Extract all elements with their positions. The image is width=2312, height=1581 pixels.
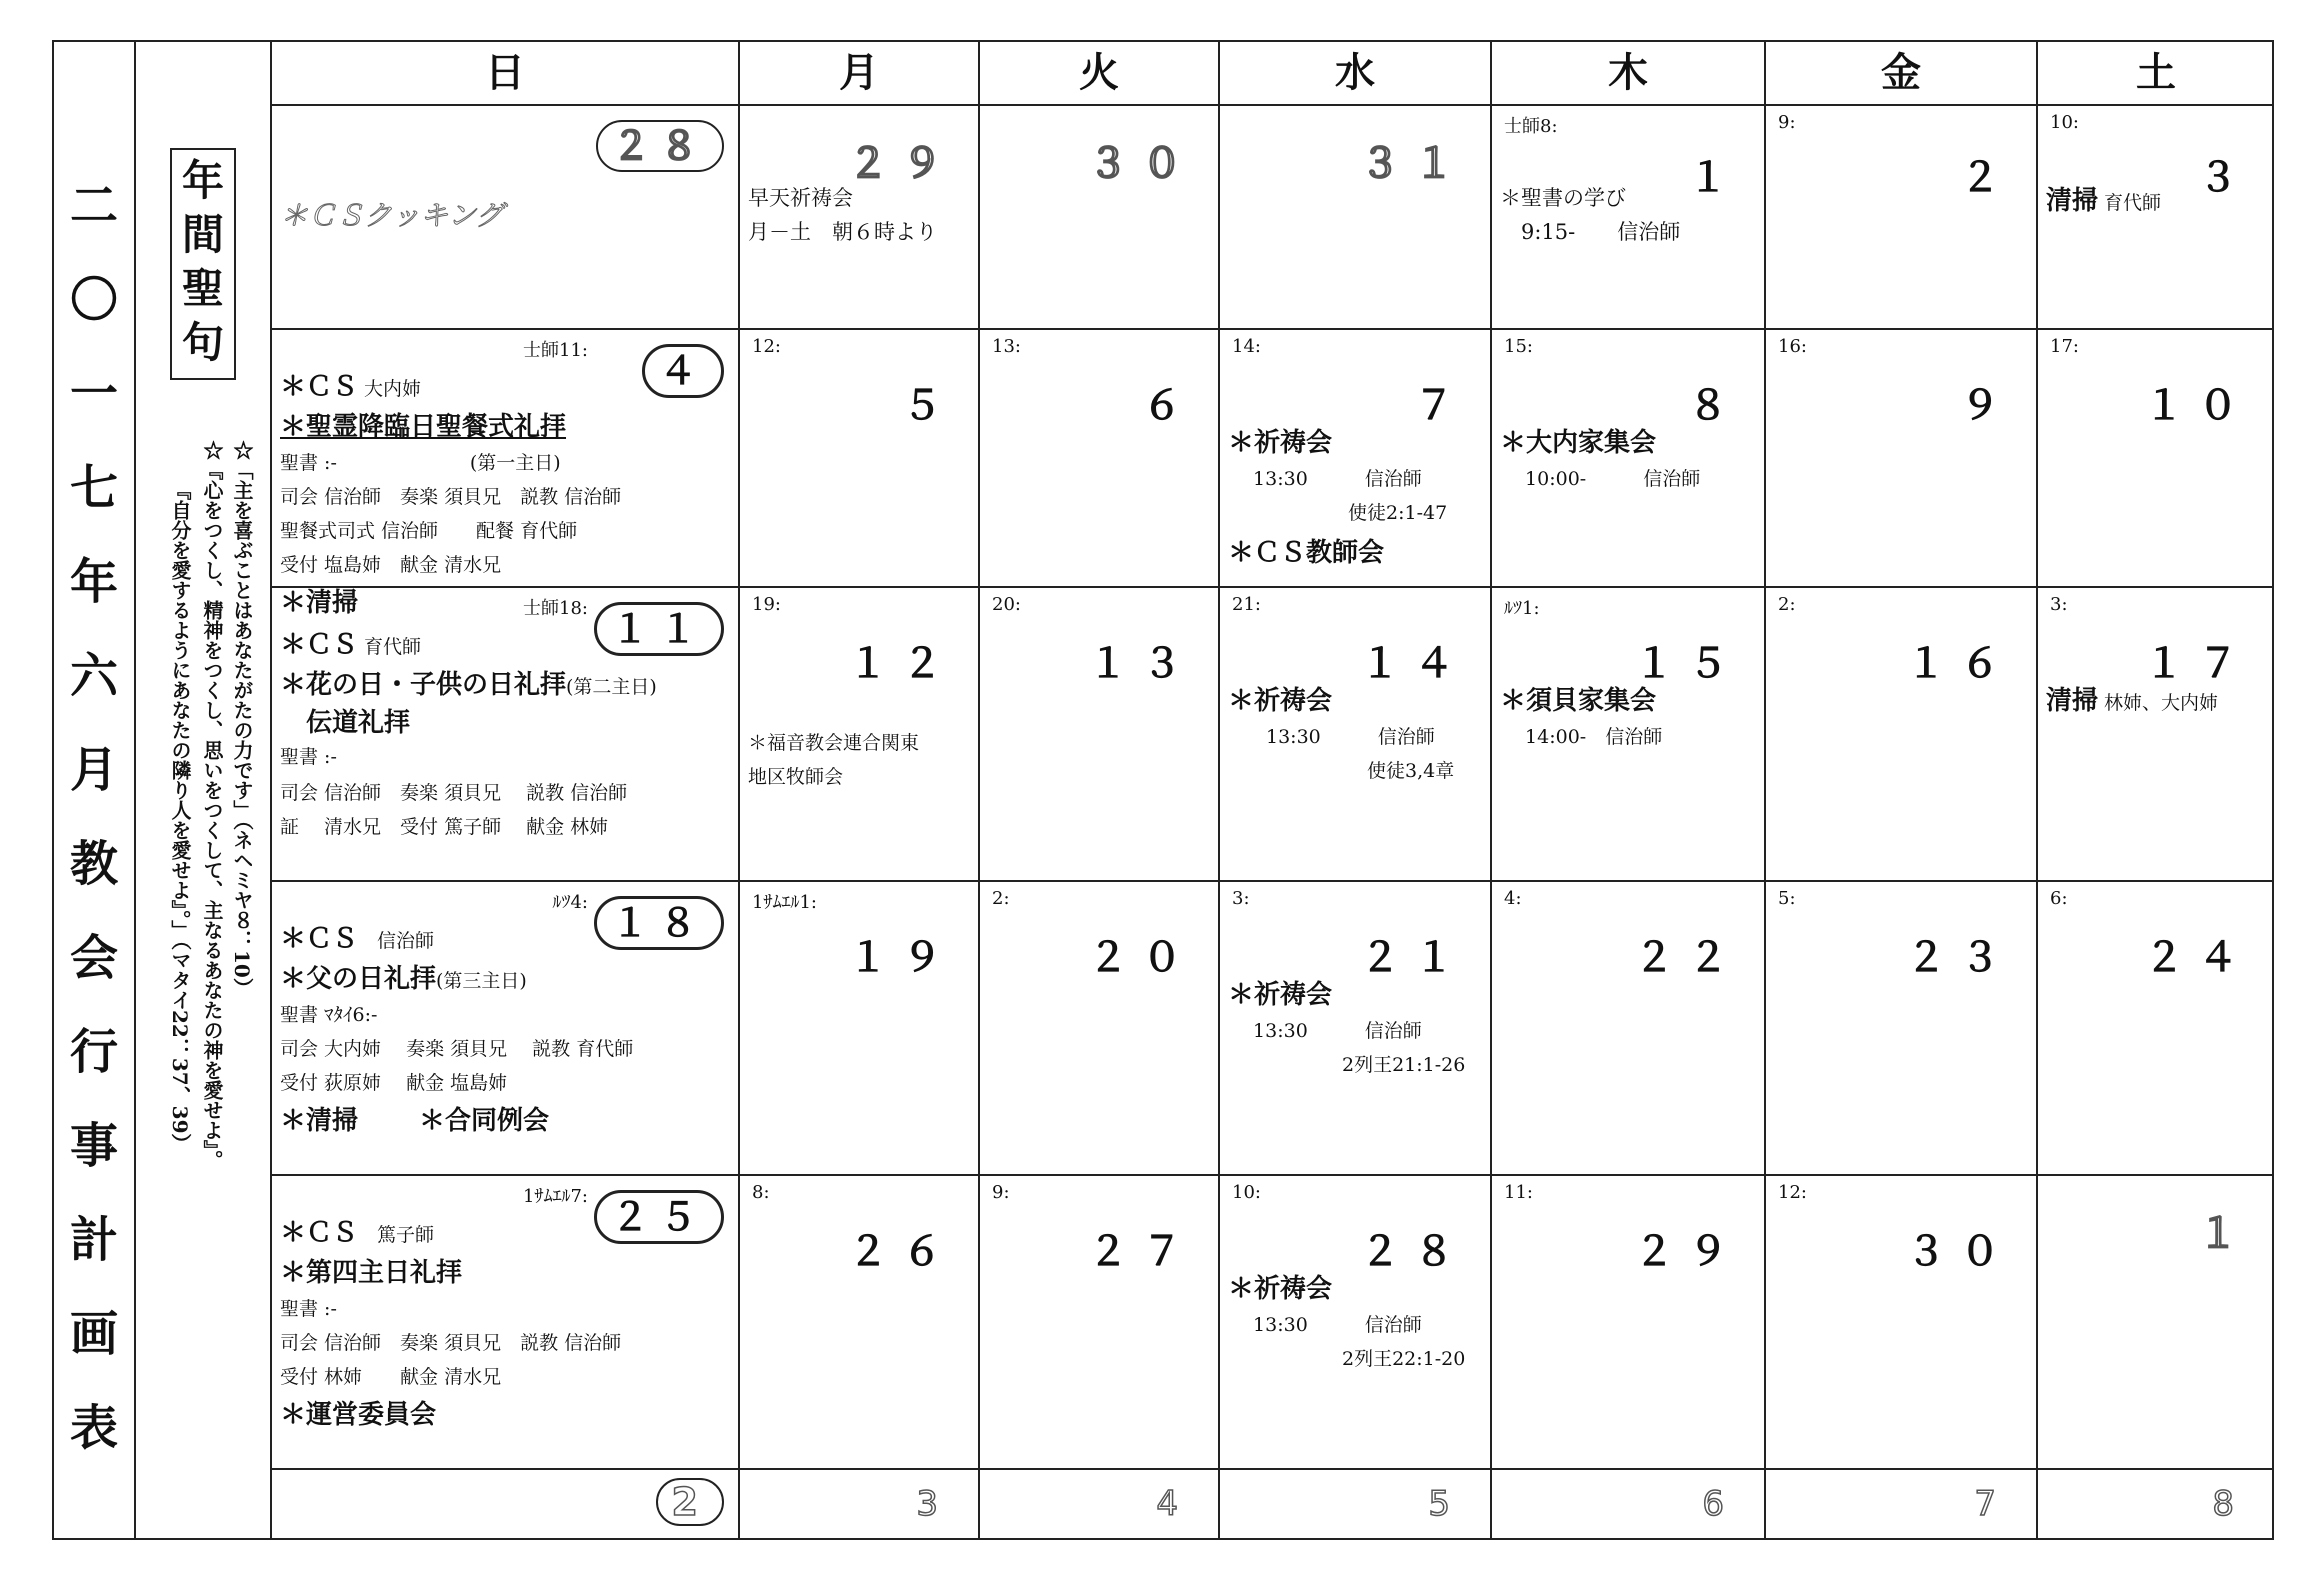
scripture-ref: 12:	[752, 336, 781, 357]
day-number: １２	[848, 641, 956, 687]
day-number: ３０	[1906, 1229, 2014, 1275]
event-line: 9:15- 信治師	[1500, 220, 1681, 244]
day-cell	[738, 882, 978, 1176]
day-number: ３０	[1088, 141, 1196, 187]
scripture-ref: 2:	[992, 888, 1010, 909]
weekday-header: 月	[738, 40, 978, 106]
event-line: ＊第四主日礼拝	[280, 1258, 463, 1288]
day-cell	[1218, 1176, 1490, 1470]
day-number: ２３	[1906, 935, 2014, 981]
event-line: 聖餐式司式 信治師 配餐 育代師	[280, 520, 578, 542]
scripture-ref: 13:	[992, 336, 1021, 357]
event-line: 使徒2:1-47	[1228, 502, 1448, 524]
day-number: ２８	[1360, 1229, 1468, 1275]
day-cell	[1764, 106, 2036, 330]
event-line: 聖書 ﾏﾀｲ6:-	[280, 1004, 378, 1026]
day-number: ８	[1688, 383, 1742, 429]
title-char: 六	[69, 648, 118, 704]
event-line: ＊聖書の学び	[1500, 186, 1626, 210]
event-line: ＊清掃	[280, 588, 359, 618]
event-line: ＊花の日・子供の日礼拝(第二主日)	[280, 670, 657, 700]
event-line: 13:30 信治師	[1228, 726, 1435, 748]
event-line: 2列王21:1-26	[1228, 1054, 1466, 1076]
day-cell	[978, 106, 1218, 330]
event-line: 聖書 :-	[280, 1298, 337, 1320]
day-cell	[1764, 588, 2036, 882]
day-number: １４	[1360, 641, 1468, 687]
day-number: ４	[642, 344, 724, 398]
day-cell	[1218, 588, 1490, 882]
day-number: １０	[2144, 383, 2252, 429]
event-line: 司会 信治師 奏楽 須貝兄 説教 信治師	[280, 486, 622, 508]
scripture-ref: 士師11:	[523, 340, 588, 361]
day-number: ２０	[1088, 935, 1196, 981]
event-line: 伝道礼拝	[280, 708, 411, 738]
weekday-header: 木	[1490, 40, 1764, 106]
day-number: ２９	[848, 141, 956, 187]
scripture-ref: 15:	[1504, 336, 1533, 357]
day-number: １７	[2144, 641, 2252, 687]
verse-line-2: ☆『心をつくし、精神をつくし、思いをつくして、主なるあなたの神を愛せよ』。	[200, 440, 224, 1170]
scripture-ref: 12:	[1778, 1182, 1807, 1203]
next-month-cell	[738, 1470, 978, 1540]
event-line: 清掃 林姉、大内姉	[2046, 686, 2219, 716]
event-line: 証 清水兄 受付 篤子師 献金 林姉	[280, 816, 609, 838]
day-number: 7	[1974, 1484, 1996, 1524]
title-char: 月	[69, 742, 118, 798]
day-number: １	[1688, 155, 1742, 201]
title-char: 二	[69, 178, 118, 234]
event-line: ＊ＣＳ教師会	[1228, 538, 1385, 568]
scripture-ref: 1ｻﾑｴﾙ7:	[523, 1186, 588, 1207]
day-cell	[1218, 106, 1490, 330]
scripture-ref: ﾙﾂ1:	[1504, 598, 1540, 619]
day-number: １５	[1634, 641, 1742, 687]
event-line: 13:30 信治師	[1228, 1314, 1422, 1336]
scripture-ref: 1ｻﾑｴﾙ1:	[752, 892, 817, 913]
day-number: ７	[1414, 383, 1468, 429]
day-cell	[1490, 1176, 1764, 1470]
weekday-header: 金	[1764, 40, 2036, 106]
day-number: 5	[1428, 1484, 1450, 1524]
event-line: 月－土 朝６時より	[748, 220, 937, 244]
event-line: 13:30 信治師	[1228, 468, 1422, 490]
event-line: 受付 塩島姉 献金 清水兄	[280, 554, 502, 576]
day-number: ２８	[596, 120, 724, 172]
event-line: 聖書 :- (第一主日)	[280, 452, 561, 474]
title-char: 七	[69, 460, 118, 516]
day-cell	[2036, 588, 2274, 882]
verse-heading-char: 句	[181, 318, 224, 367]
scripture-ref: 10:	[1232, 1182, 1261, 1203]
day-cell	[1764, 330, 2036, 588]
next-month-cell	[2036, 1470, 2274, 1540]
next-month-cell	[1764, 1470, 2036, 1540]
day-number: ２４	[2144, 935, 2252, 981]
event-line: 地区牧師会	[748, 766, 844, 788]
annual-verse-heading	[170, 148, 236, 380]
day-cell	[2036, 882, 2274, 1176]
day-cell	[272, 882, 738, 1176]
event-line: 13:30 信治師	[1228, 1020, 1422, 1042]
calendar-grid	[272, 40, 2274, 1540]
title-char: 年	[69, 554, 118, 610]
day-cell	[978, 330, 1218, 588]
day-number: ５	[902, 383, 956, 429]
scripture-ref: 士師18:	[523, 598, 588, 619]
day-cell	[738, 106, 978, 330]
event-line: 受付 荻原姉 献金 塩島姉	[280, 1072, 508, 1094]
event-line: ＊福音教会連合関東	[748, 732, 920, 754]
day-number: 6	[1702, 1484, 1724, 1524]
scripture-ref: 16:	[1778, 336, 1807, 357]
day-cell	[1764, 1176, 2036, 1470]
day-number: 2	[656, 1478, 724, 1526]
day-cell	[738, 588, 978, 882]
event-line: 聖書 :-	[280, 746, 337, 768]
verse-line-3: 『自分を愛するようにあなたの隣り人を愛せよ』。」（マタイ22：37、39）	[168, 480, 192, 1154]
event-line: ＊ＣＳ 信治師	[280, 924, 435, 954]
day-cell	[978, 1176, 1218, 1470]
verse-heading-char: 聖	[181, 264, 224, 313]
scripture-ref: 9:	[1778, 112, 1796, 133]
day-number: ２１	[1360, 935, 1468, 981]
title-char: 一	[69, 366, 118, 422]
scripture-ref: 10:	[2050, 112, 2079, 133]
day-number: ９	[1960, 383, 2014, 429]
title-char: 表	[69, 1400, 118, 1456]
scripture-ref: 3:	[2050, 594, 2068, 615]
day-number: ３	[2198, 155, 2252, 201]
event-line: ＊父の日礼拝(第三主日)	[280, 964, 527, 994]
title-char: 会	[69, 930, 118, 986]
vertical-title	[54, 40, 134, 1540]
next-month-cell	[1218, 1470, 1490, 1540]
day-number: １８	[594, 896, 724, 950]
event-line: ＊運営委員会	[280, 1400, 437, 1430]
scripture-ref: 6:	[2050, 888, 2068, 909]
scripture-ref: 21:	[1232, 594, 1261, 615]
title-char: 教	[69, 836, 118, 892]
day-number: 8	[2212, 1484, 2234, 1524]
event-line: 14:00- 信治師	[1500, 726, 1663, 748]
event-line: ＊ＣＳクッキング	[280, 199, 504, 232]
next-month-cell	[272, 1470, 738, 1540]
title-char: 事	[69, 1118, 118, 1174]
scripture-ref: 3:	[1232, 888, 1250, 909]
day-number: １	[2198, 1211, 2252, 1257]
day-number: ６	[1142, 383, 1196, 429]
weekday-header: 土	[2036, 40, 2274, 106]
scripture-ref: 8:	[752, 1182, 770, 1203]
scripture-ref: 20:	[992, 594, 1021, 615]
event-line: ＊大内家集会	[1500, 428, 1657, 458]
event-line: ＊ＣＳ 大内姉	[280, 372, 422, 402]
event-line: 司会 信治師 奏楽 須貝兄 説教 信治師	[280, 1332, 622, 1354]
weekday-header: 火	[978, 40, 1218, 106]
day-number: ２７	[1088, 1229, 1196, 1275]
day-cell	[1490, 588, 1764, 882]
next-month-cell	[1490, 1470, 1764, 1540]
day-cell	[738, 1176, 978, 1470]
event-line: ＊祈祷会	[1228, 980, 1333, 1010]
event-line: ＊祈祷会	[1228, 428, 1333, 458]
title-char: 画	[69, 1306, 118, 1362]
day-cell	[978, 588, 1218, 882]
day-cell	[1764, 882, 2036, 1176]
scripture-ref: 4:	[1504, 888, 1522, 909]
title-char: 〇	[69, 272, 118, 328]
verse-heading-char: 間	[181, 210, 224, 259]
day-number: 3	[916, 1484, 938, 1524]
event-line: ＊聖霊降臨日聖餐式礼拝	[280, 412, 567, 442]
verse-heading-char: 年	[181, 156, 224, 205]
day-cell	[1218, 882, 1490, 1176]
day-number: １３	[1088, 641, 1196, 687]
scripture-ref: 19:	[752, 594, 781, 615]
title-char: 行	[69, 1024, 118, 1080]
day-number: ２	[1960, 155, 2014, 201]
event-line: ＊ＣＳ 育代師	[280, 630, 422, 660]
event-line: 司会 大内姉 奏楽 須貝兄 説教 育代師	[280, 1038, 634, 1060]
day-cell	[2036, 1176, 2274, 1470]
event-line: 使徒3,4章	[1228, 760, 1455, 782]
day-cell	[2036, 330, 2274, 588]
scripture-ref: 9:	[992, 1182, 1010, 1203]
event-line: ＊ＣＳ 篤子師	[280, 1218, 435, 1248]
scripture-ref: 14:	[1232, 336, 1261, 357]
scripture-ref: 11:	[1504, 1182, 1533, 1203]
event-line: ＊清掃 ＊合同例会	[280, 1106, 550, 1136]
day-cell	[272, 588, 738, 882]
day-cell	[2036, 106, 2274, 330]
day-number: ２５	[594, 1190, 724, 1244]
day-number: １９	[848, 935, 956, 981]
day-cell	[978, 882, 1218, 1176]
event-line: 受付 林姉 献金 清水兄	[280, 1366, 502, 1388]
scripture-ref: 17:	[2050, 336, 2079, 357]
day-cell	[272, 1176, 738, 1470]
event-line: 10:00- 信治師	[1500, 468, 1701, 490]
day-number: ３１	[1360, 141, 1468, 187]
scripture-ref: 5:	[1778, 888, 1796, 909]
day-number: １１	[594, 602, 724, 656]
day-cell	[1490, 330, 1764, 588]
day-number: ２６	[848, 1229, 956, 1275]
day-cell	[1218, 330, 1490, 588]
day-number: ２２	[1634, 935, 1742, 981]
event-line: ＊祈祷会	[1228, 686, 1333, 716]
next-month-cell	[978, 1470, 1218, 1540]
weekday-header: 水	[1218, 40, 1490, 106]
event-line: ＊祈祷会	[1228, 1274, 1333, 1304]
day-number: １６	[1906, 641, 2014, 687]
event-line: 司会 信治師 奏楽 須貝兄 説教 信治師	[280, 782, 628, 804]
day-number: ２９	[1634, 1229, 1742, 1275]
scripture-ref: 士師8:	[1504, 116, 1558, 137]
event-line: 2列王22:1-20	[1228, 1348, 1466, 1370]
day-cell	[272, 106, 738, 330]
annual-verse-column	[136, 40, 270, 1540]
day-cell	[1490, 106, 1764, 330]
scripture-ref: ﾙﾂ4:	[552, 892, 588, 913]
event-line: 清掃 育代師	[2046, 186, 2162, 216]
weekday-header: 日	[272, 40, 738, 106]
day-cell	[1490, 882, 1764, 1176]
title-char: 計	[69, 1212, 118, 1268]
verse-line-1: ☆「主を喜ぶことはあなたがたの力です」（ネヘミヤ８：10）	[230, 440, 254, 998]
day-number: 4	[1156, 1484, 1178, 1524]
event-line: 早天祈祷会	[748, 186, 853, 210]
scripture-ref: 2:	[1778, 594, 1796, 615]
day-cell	[738, 330, 978, 588]
event-line: ＊須貝家集会	[1500, 686, 1657, 716]
